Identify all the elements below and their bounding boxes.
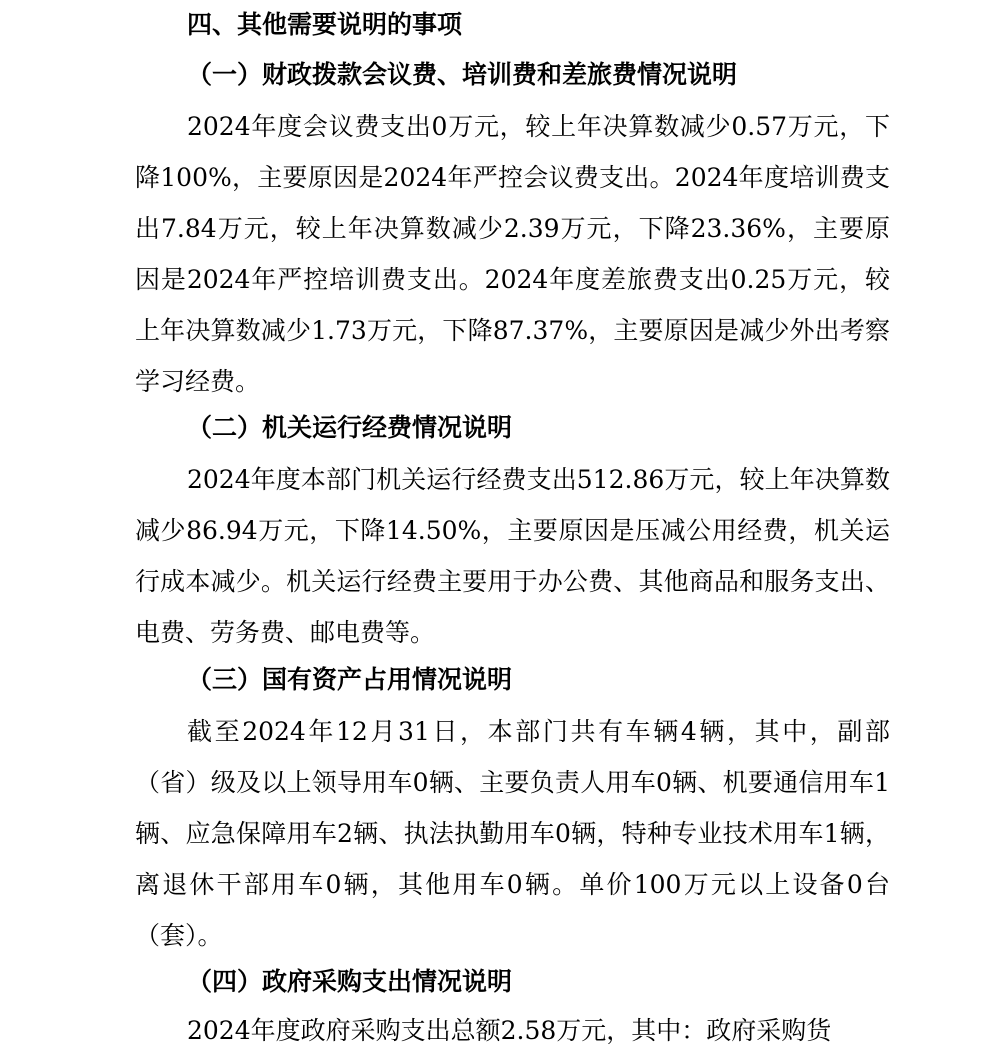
subsection-heading-procurement: （四）政府采购支出情况说明 xyxy=(187,967,513,996)
subsection-heading-operating-expenses: （二）机关运行经费情况说明 xyxy=(187,413,513,442)
subsection-body-meeting-training-travel: 2024年度会议费支出0万元，较上年决算数减少0.57万元，下降100%，主要原因是2024年严控会议费支出。2024年度培训费支出7.84万元，较上年决算数减少2.39万元，下降23.36%，主要原因是2024年严控培训费支出。2024年度差旅费支出0.25万元，较上年决算数减少1.73万元，下降87.37%，主要原因是减少外出考察学习经费。 xyxy=(135,112,890,396)
subsection-body-operating-expenses: 2024年度本部门机关运行经费支出512.86万元，较上年决算数减少86.94万元，下降14.50%，主要原因是压减公用经费，机关运行成本减少。机关运行经费主要用于办公费、其他商品和服务支出、电费、劳务费、邮电费等。 xyxy=(135,465,890,647)
section-title: 四、其他需要说明的事项 xyxy=(187,10,463,39)
subsection-heading-state-assets: （三）国有资产占用情况说明 xyxy=(187,665,513,694)
subsection-body-state-assets: 截至2024年12月31日，本部门共有车辆4辆，其中，副部（省）级及以上领导用车0辆、主要负责人用车0辆、机要通信用车1辆、应急保障用车2辆、执法执勤用车0辆，特种专业技术用车1辆，离退休干部用车0辆，其他用车0辆。单价100万元以上设备0台（套）。 xyxy=(135,717,890,950)
subsection-heading-meeting-training-travel: （一）财政拨款会议费、培训费和差旅费情况说明 xyxy=(187,60,738,89)
subsection-body-procurement: 2024年度政府采购支出总额2.58万元，其中：政府采购货 xyxy=(187,1016,832,1045)
